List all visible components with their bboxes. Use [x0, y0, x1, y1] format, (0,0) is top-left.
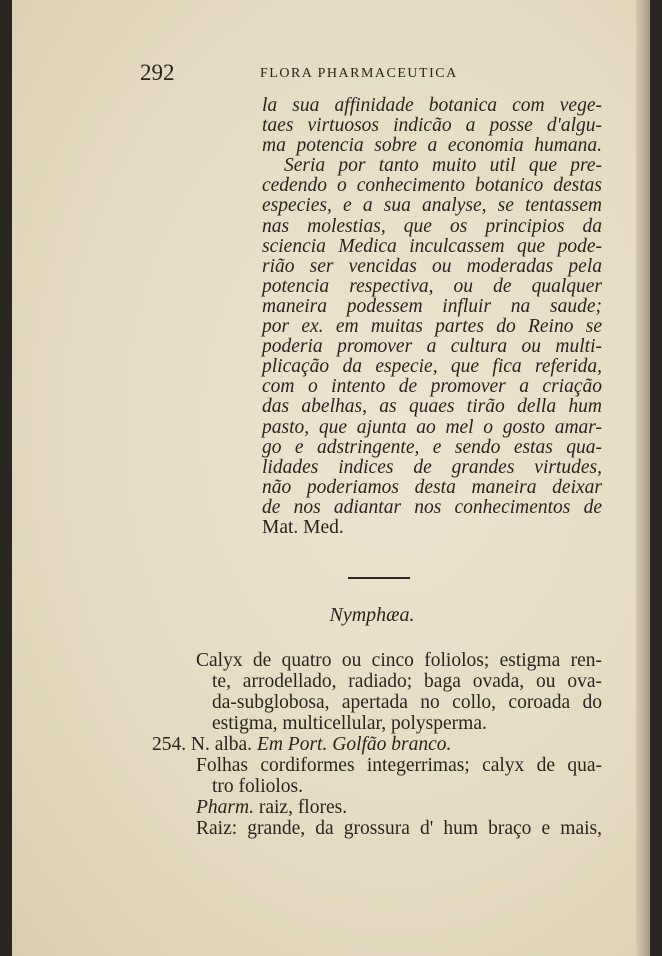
genus-line: te, arrodellado, radiado; baga ovada, ou ova- — [212, 671, 602, 692]
text-line: pasto, que ajunta ao mel o gosto amar- — [262, 416, 602, 438]
section-title: Nymphæa. — [329, 604, 415, 626]
port-label: Em Port. — [256, 734, 328, 755]
genus-entry — [152, 650, 602, 839]
genus-line: da-subglobosa, apertada no collo, coroada do — [212, 692, 602, 713]
text-line: taes virtuosos indicão a posse d'algu- — [262, 115, 602, 137]
genus-line: estigma, multicellular, polysperma. — [212, 713, 487, 734]
text-line: das abelhas, as quaes tirão della hum — [262, 396, 602, 418]
page-edge-shadow — [636, 0, 650, 956]
text-line: Seria por tanto muito util que pre- — [284, 155, 602, 177]
species-description-line: Folhas cordiformes integerrimas; calyx de qua- — [196, 755, 602, 776]
pharm-parts: raiz, flores. — [258, 797, 348, 818]
text-line: potencia respectiva, ou de qualquer — [262, 275, 602, 297]
genus-line: Calyx de quatro ou cinco foliolos; estigma ren- — [196, 650, 602, 671]
text-line: rião ser vencidas ou moderadas pela — [262, 255, 602, 277]
text-line: maneira podessem influir na saude; — [262, 295, 602, 317]
text-line: ma potencia sobre a economia humana. — [262, 135, 602, 157]
species-heading — [152, 734, 602, 755]
text-line: especies, e a sua analyse, se tentassem — [262, 195, 602, 217]
page-number: 292 — [140, 60, 175, 85]
species-description-line: tro foliolos. — [212, 776, 303, 797]
species-number: 254. — [152, 734, 187, 755]
text-line: não poderiamos desta maneira deixar — [262, 476, 602, 498]
text-line: nas molestias, que os principios da — [262, 215, 602, 237]
text-line: de nos adiantar nos conhecimentos de — [262, 496, 602, 518]
text-line: plicação da especie, que fica referida, — [262, 356, 602, 378]
text-line-last: Mat. Med. — [262, 516, 344, 538]
text-line: por ex. em muitas partes do Reino se — [262, 316, 602, 338]
running-head: FLORA PHARMACEUTICA — [260, 66, 458, 81]
text-line: poderia promover a cultura ou multi- — [262, 336, 602, 358]
pharm-line — [162, 797, 602, 818]
text-line: sciencia Medica inculcassem que pode- — [262, 235, 602, 257]
species-name: N. alba. — [190, 734, 253, 755]
book-page — [12, 0, 650, 956]
page-header — [140, 60, 610, 90]
section-divider — [348, 577, 410, 579]
text-line: cedendo o conhecimento botanico destas — [262, 175, 602, 197]
text-line: lidades indices de grandes virtudes, — [262, 456, 602, 478]
text-line: la sua affinidade botanica com vege- — [262, 95, 602, 116]
common-name: Golfão branco. — [332, 734, 452, 755]
raiz-line: Raiz: grande, da grossura d' hum braço e mais, — [196, 818, 602, 839]
text-line: go e adstringente, e sendo estas qua- — [262, 436, 602, 458]
italic-paragraph — [262, 96, 602, 538]
pharm-label: Pharm. — [196, 797, 254, 818]
text-line: com o intento de promover a criação — [262, 376, 602, 398]
